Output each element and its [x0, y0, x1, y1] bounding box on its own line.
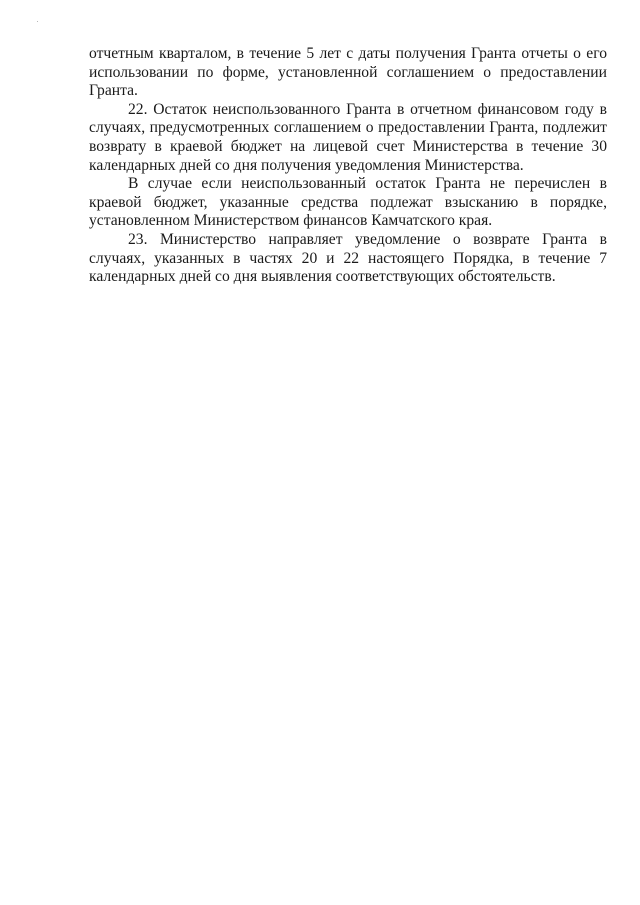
- scan-artifact-dot: [37, 21, 38, 22]
- paragraph-item-23: 23. Министерство направляет уведомление о возврате Гранта в случаях, указанных в частях 20 и 22 настоящего Порядка, в течение 7 календарных дней со дня выявления соответствующих обстоятельств.: [89, 230, 607, 286]
- document-body: [89, 45, 607, 287]
- paragraph-continuation: отчетным кварталом, в течение 5 лет с даты получения Гранта отчеты о его использовании по форме, установленной соглашением о предоставлении Гранта.: [89, 45, 607, 100]
- paragraph-item-22-continuation: В случае если неиспользованный остаток Гранта не перечислен в краевой бюджет, указанные средства подлежат взысканию в порядке, установленном Министерством финансов Камчатского края.: [89, 175, 607, 230]
- paragraph-item-22: 22. Остаток неиспользованного Гранта в отчетном финансовом году в случаях, предусмотренных соглашением о предоставлении Гранта, подлежит возврату в краевой бюджет на лицевой счет Министерства в течение 30 календарных дней со дня получения уведомления Министерства.: [89, 100, 607, 174]
